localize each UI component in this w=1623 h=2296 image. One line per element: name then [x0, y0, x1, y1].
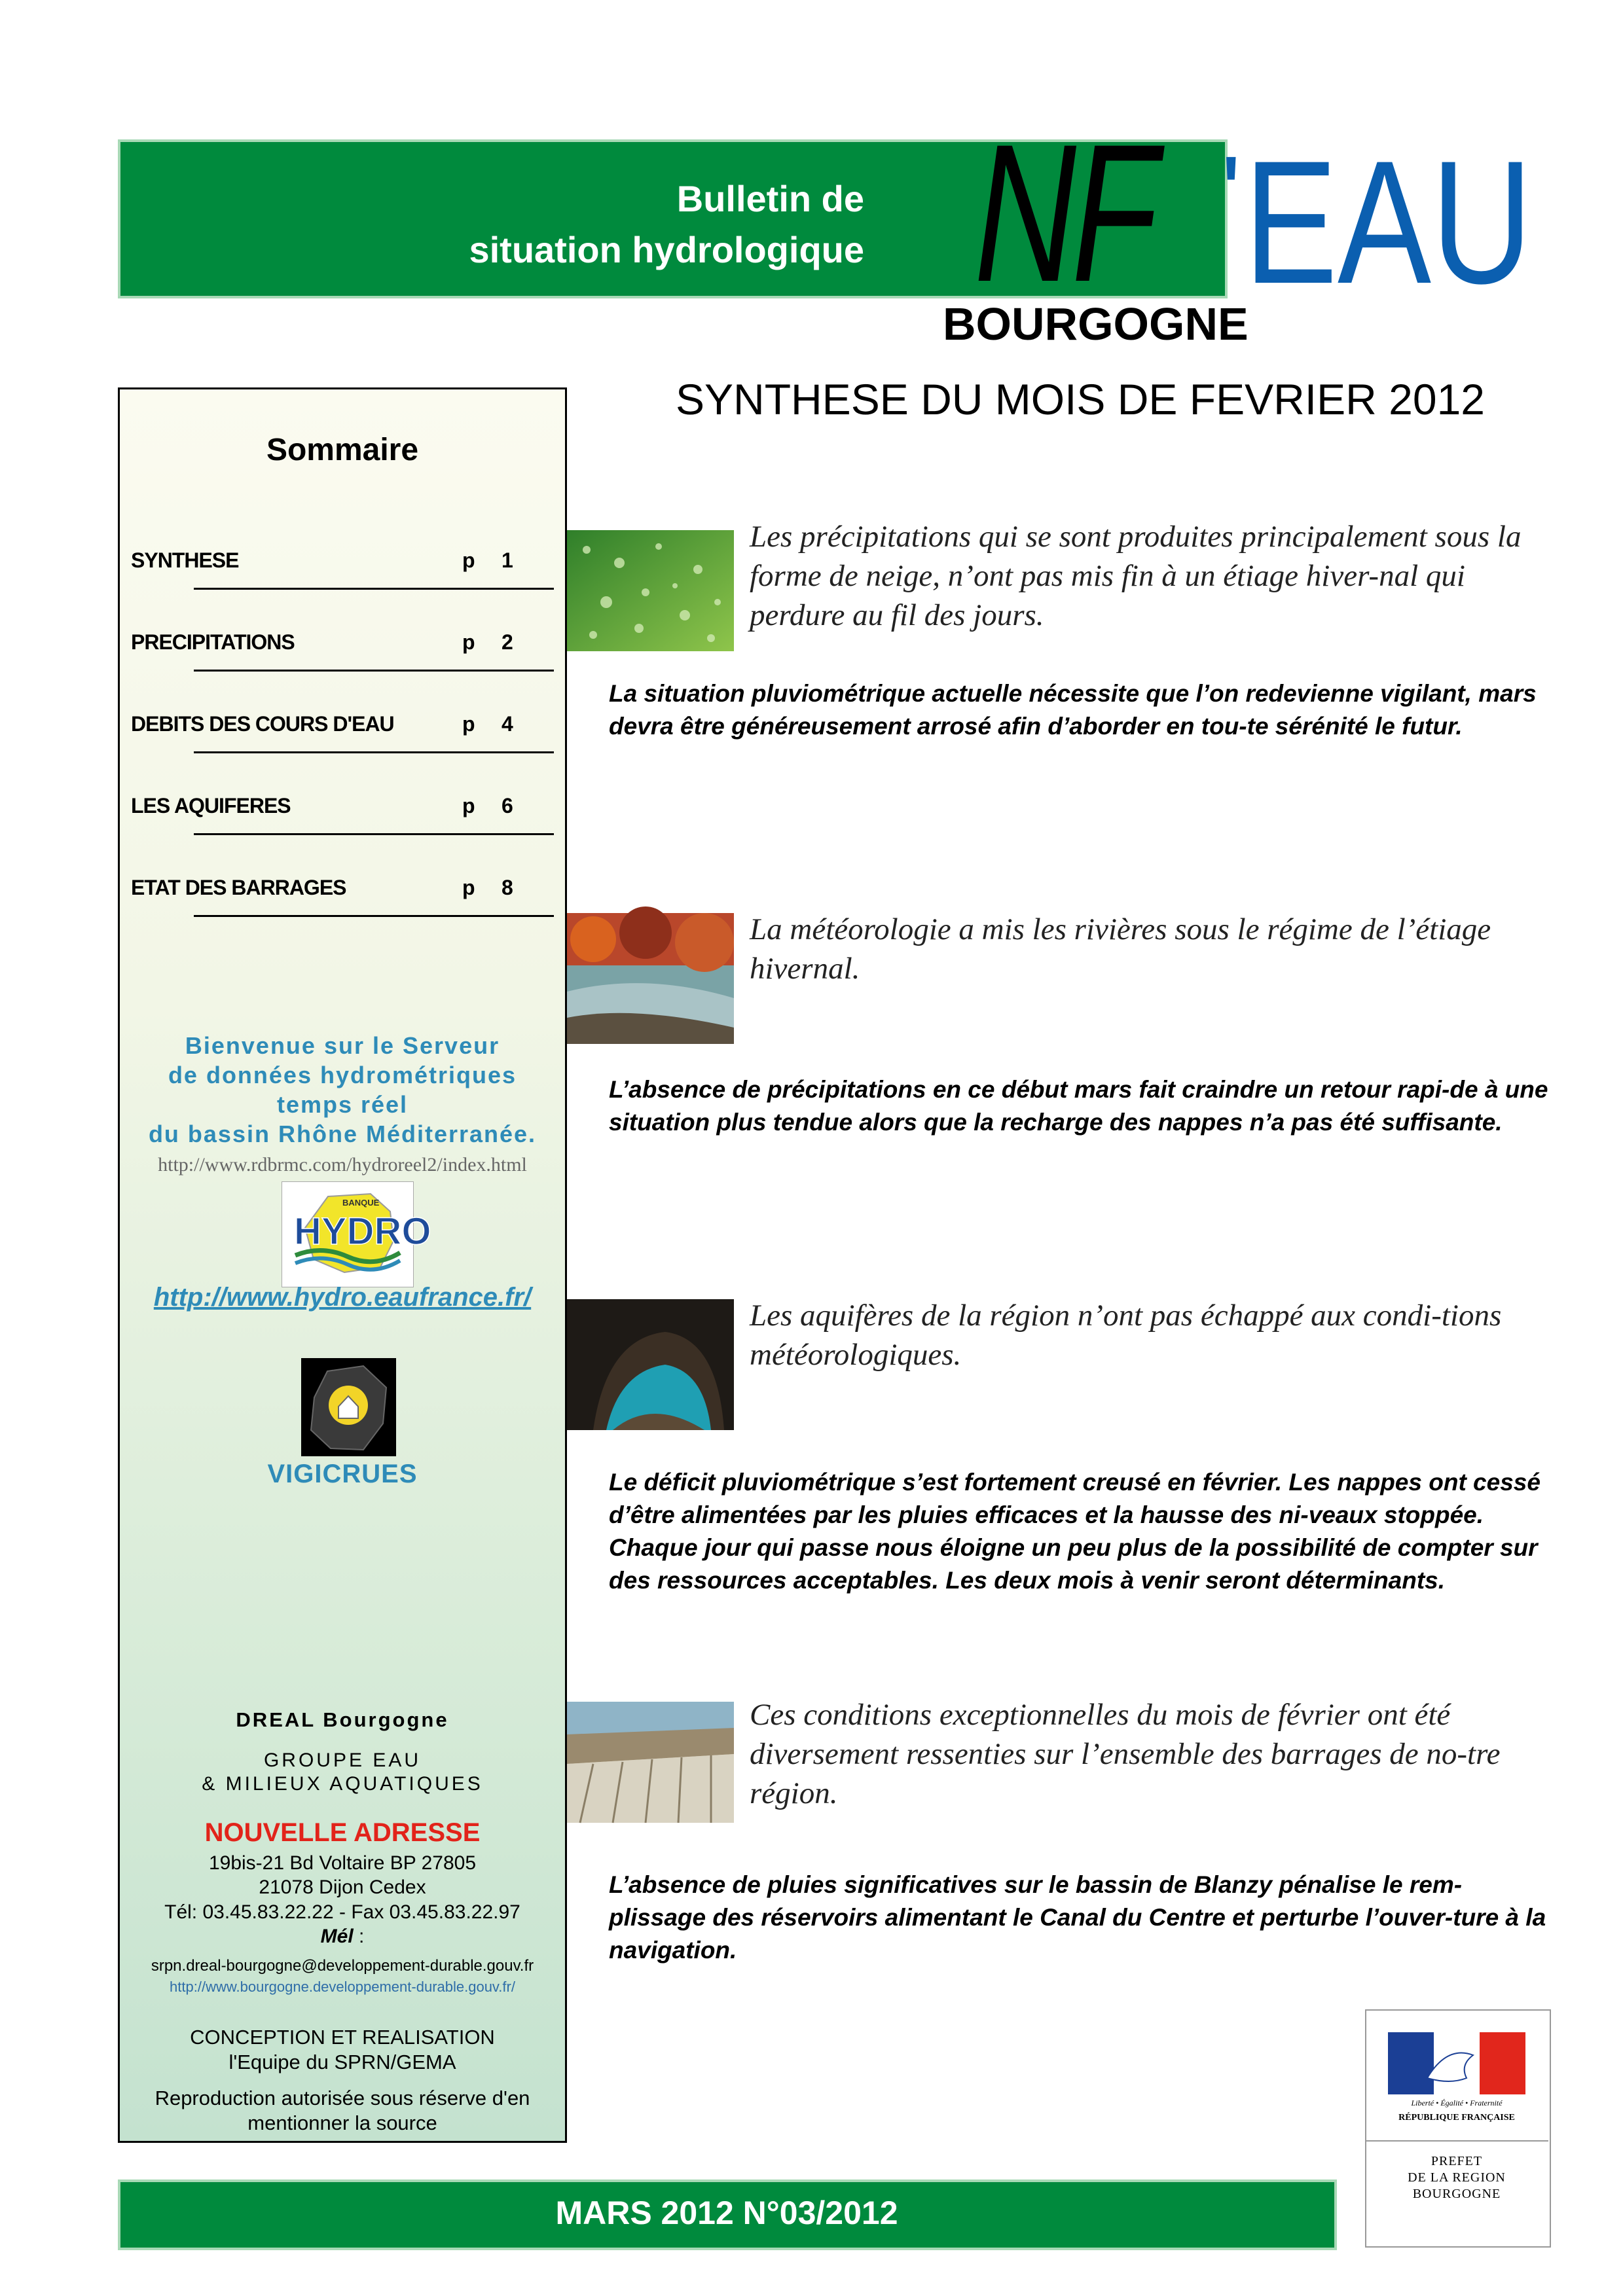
toc-page-number: 4 [501, 712, 513, 736]
email-link[interactable]: srpn.dreal-bourgogne@developpement-durable.gouv.fr [151, 1957, 534, 1975]
section-body: L’absence de pluies significatives sur le bassin de Blanzy pénalise le rem-plissage des réservoirs alimentant le Canal du Centre et perturbe l’ouver-ture à la navigation. [609, 1871, 1546, 1964]
reproduction-notice: Reproduction autorisée sous réserve d'en mentionner la source [155, 2087, 530, 2134]
mel-suffix: : [353, 1926, 365, 1947]
mel-label [124, 1926, 560, 1948]
brand-logo-apostrophe: ' [1221, 134, 1241, 251]
toc-label: ETAT DES BARRAGES [131, 876, 346, 899]
section-lead: La météorologie a mis les rivières sous le régime de l’étiage hivernal. [750, 912, 1491, 986]
toc-item-synthese[interactable] [131, 548, 550, 601]
dreal-heading: DREAL Bourgogne [236, 1708, 449, 1731]
section-body: La situation pluviométrique actuelle nécessite que l’on redevienne vigilant, mars devra être généreusement arrosé afin d’aborder en tou-te sérénité le futur. [609, 680, 1537, 740]
vigicrues-label[interactable]: VIGICRUES [267, 1460, 418, 1488]
toc-page-number: 2 [501, 630, 513, 654]
section-lead: Les précipitations qui se sont produites principalement sous la forme de neige, n’ont pas mis fin à un étiage hiver-nal qui perdure au fil des jours. [750, 520, 1522, 632]
synthese-title: SYNTHESE DU MOIS DE FEVRIER 2012 [676, 375, 1485, 423]
toc-p: p [462, 712, 475, 736]
toc-rule [194, 915, 554, 917]
vigicrues-logo-icon[interactable] [301, 1358, 396, 1456]
welcome-line: Bienvenue sur le Serveur [185, 1032, 500, 1059]
toc-rule [194, 588, 554, 590]
toc-rule [194, 751, 554, 753]
marianne-logo-icon [1388, 2032, 1525, 2130]
section-body: Le déficit pluviométrique s’est fortement creusé en février. Les nappes ont cessé d’être alimentées par les pluies efficaces et la hausse des ni-veaux stoppée. Chaque jour qui passe nous éloigne un peu plus de la possibilité de compter sur des ressources acceptables. Les deux mois à venir seront déterminants. [609, 1469, 1541, 1594]
toc-item-precipitations[interactable] [131, 630, 550, 683]
hydro-logo-text: HYDRO [294, 1210, 431, 1253]
toc-item-barrages[interactable] [131, 876, 550, 928]
bulletin-title: Bulletin de situation hydrologique [469, 178, 864, 270]
welcome-line: temps réel [276, 1091, 409, 1118]
sommaire-heading: Sommaire [266, 433, 419, 467]
brand-logo-nf: NF [974, 103, 1154, 323]
water-drops-photo [567, 530, 734, 651]
section-lead: Les aquifères de la région n’ont pas échappé aux condi-tions météorologiques. [750, 1299, 1502, 1372]
website-link[interactable]: http://www.bourgogne.developpement-durable.gouv.fr/ [170, 1979, 515, 1995]
section-lead: Ces conditions exceptionnelles du mois de février ont été diversement ressenties sur l’ensemble des barrages de no-tre région. [750, 1698, 1501, 1810]
toc-item-debits[interactable] [131, 712, 550, 764]
section-body: L’absence de précipitations en ce début mars fait craindre un retour rapi-de à une situation plus tendue alors que la recharge des nappes n’a pas été suffisante. [609, 1076, 1548, 1136]
toc-rule [194, 833, 554, 835]
toc-p: p [462, 794, 475, 817]
phone-fax: Tél: 03.45.83.22.22 - Fax 03.45.83.22.97 [164, 1901, 520, 1923]
equipe-text: l'Equipe du SPRN/GEMA [228, 2051, 456, 2073]
river-photo [567, 913, 734, 1044]
toc-label: DEBITS DES COURS D'EAU [131, 712, 394, 736]
toc-p: p [462, 876, 475, 899]
prefet-text: PREFET DE LA REGION BOURGOGNE [1408, 2154, 1506, 2201]
footer-issue [118, 2190, 1467, 2236]
toc-item-aquiferes[interactable] [131, 794, 550, 846]
rdbrmc-link[interactable]: http://www.rdbrmc.com/hydroreel2/index.html [158, 1154, 527, 1175]
toc-page-number: 1 [501, 548, 513, 572]
toc-label: PRECIPITATIONS [131, 630, 295, 654]
groupe-eau [124, 1749, 560, 1796]
hydro-logo-banque: BANQUE [342, 1198, 380, 1208]
toc-p: p [462, 548, 475, 572]
toc-label: LES AQUIFERES [131, 794, 291, 817]
toc-p: p [462, 630, 475, 654]
toc-label: SYNTHESE [131, 548, 239, 572]
toc-page-number: 6 [501, 794, 513, 817]
toc-page-number: 8 [501, 876, 513, 899]
address-line: 21078 Dijon Cedex [259, 1876, 426, 1898]
welcome-line: de données hydrométriques [168, 1062, 517, 1088]
mel-label-text: Mél [320, 1926, 354, 1947]
nouvelle-adresse: NOUVELLE ADRESSE [204, 1818, 481, 1847]
hydro-eaufrance-link[interactable]: http://www.hydro.eaufrance.fr/ [153, 1283, 532, 1312]
footer-issue-text: MARS 2012 N°03/2012 [555, 2195, 898, 2231]
marianne-republique: RÉPUBLIQUE FRANÇAISE [1398, 2113, 1515, 2123]
groupe-line: GROUPE EAU [263, 1749, 422, 1771]
cave-photo [567, 1299, 734, 1430]
conception-heading: CONCEPTION ET REALISATION [190, 2026, 495, 2049]
welcome-line: du bassin Rhône Méditerranée. [148, 1121, 537, 1147]
address-line: 19bis-21 Bd Voltaire BP 27805 [208, 1852, 477, 1874]
welcome-text [124, 1031, 560, 1149]
brand-logo-eau: EAU [1244, 124, 1533, 320]
hydro-logo-icon[interactable] [282, 1181, 431, 1287]
brand-region: BOURGOGNE [943, 298, 1249, 350]
groupe-line: & MILIEUX AQUATIQUES [202, 1773, 483, 1795]
marianne-motto: Liberté • Égalité • Fraternité [1411, 2098, 1503, 2108]
prefet-divider [1365, 2140, 1548, 2142]
dam-photo [567, 1702, 734, 1823]
toc-rule [194, 670, 554, 672]
